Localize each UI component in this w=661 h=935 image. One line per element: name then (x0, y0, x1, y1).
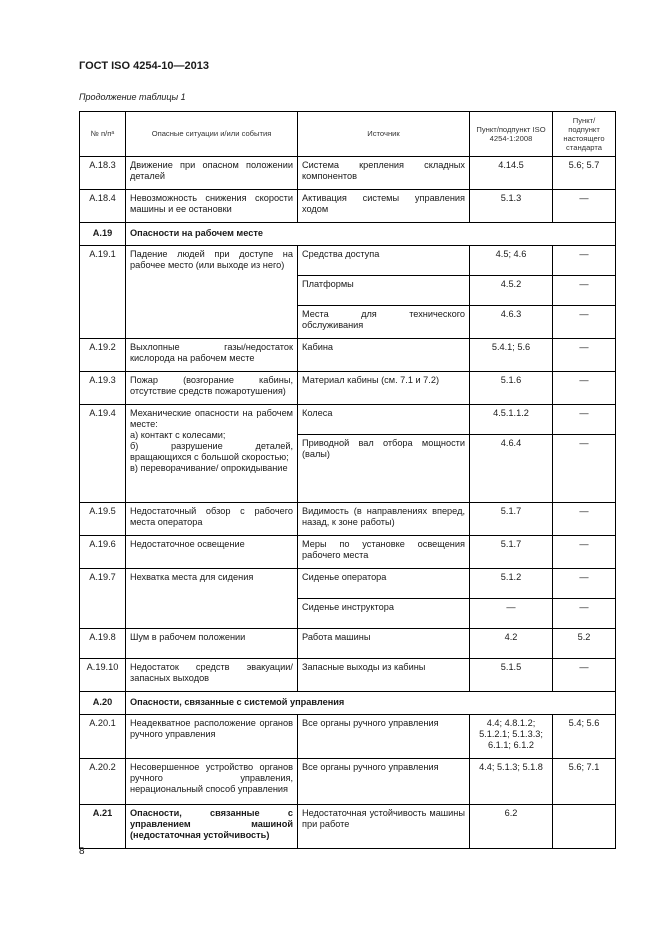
row-standard-clause: 5.6; 7.1 (553, 759, 616, 805)
row-number: A.19.7 (80, 569, 126, 629)
row-source: Видимость (в направлениях вперед, назад, к зоне работы) (298, 503, 470, 536)
col-header-number: № п/пᵃ (80, 112, 126, 157)
row-iso-clause: 5.1.2 (470, 569, 553, 599)
row-situation: Пожар (возгорание кабины, отсутствие средств пожаротушения) (126, 372, 298, 405)
row-number: A.19.4 (80, 405, 126, 503)
row-situation: Недостаточный обзор с рабочего места оператора (126, 503, 298, 536)
row-iso-clause: — (470, 599, 553, 629)
row-source: Запасные выходы из кабины (298, 659, 470, 692)
page-number: 8 (79, 846, 85, 857)
row-iso-clause: 4.4; 4.8.1.2; 5.1.2.1; 5.1.3.3; 6.1.1; 6.1.2 (470, 715, 553, 759)
table-header-row (80, 112, 616, 157)
row-iso-clause: 5.1.3 (470, 190, 553, 223)
table-continuation-label: Продолжение таблицы 1 (79, 92, 186, 102)
row-situation: Неадекватное расположение органов ручного управления (126, 715, 298, 759)
row-situation: Опасности, связанные с управлением машиной (недостаточная устойчивость) (126, 805, 298, 849)
row-number: A.19.6 (80, 536, 126, 569)
row-iso-clause: 4.14.5 (470, 157, 553, 190)
row-standard-clause (553, 805, 616, 849)
row-number: A.18.4 (80, 190, 126, 223)
row-iso-clause: 4.5.1.1.2 (470, 405, 553, 435)
row-iso-clause: 4.4; 5.1.3; 5.1.8 (470, 759, 553, 805)
row-iso-clause: 4.2 (470, 629, 553, 659)
col-header-standard-clause: Пункт/ подпункт настоящего стандарта (553, 112, 616, 157)
row-standard-clause: — (553, 405, 616, 435)
row-standard-clause: — (553, 503, 616, 536)
table-row (80, 759, 616, 805)
row-source: Сиденье оператора (298, 569, 470, 599)
row-source: Сиденье инструктора (298, 599, 470, 629)
table-row (80, 569, 616, 599)
table-row (80, 405, 616, 435)
situation-item-c: в) переворачивание/ опрокидывание (130, 463, 288, 474)
row-situation: Несовершенное устройство органов ручного управления, нерациональный способ управления (126, 759, 298, 805)
situation-intro: Механические опасности на рабочем месте: (130, 408, 293, 430)
row-source: Система крепления складных компонентов (298, 157, 470, 190)
row-standard-clause: — (553, 659, 616, 692)
section-number: A.20 (80, 692, 126, 715)
row-source: Меры по установке освещения рабочего места (298, 536, 470, 569)
row-iso-clause: 4.6.3 (470, 306, 553, 339)
row-situation: Невозможность снижения скорости машины и ее остановки (126, 190, 298, 223)
section-row (80, 692, 616, 715)
section-title: Опасности, связанные с системой управления (126, 692, 616, 715)
table-row (80, 372, 616, 405)
row-standard-clause: — (553, 435, 616, 503)
row-situation: Недостаточное освещение (126, 536, 298, 569)
row-situation: Падение людей при доступе на рабочее место (или выходе из него) (126, 246, 298, 339)
table-row (80, 190, 616, 223)
row-number: A.18.3 (80, 157, 126, 190)
row-number: A.19.3 (80, 372, 126, 405)
situation-item-a: а) контакт с колесами; (130, 430, 226, 441)
row-source: Активация системы управления ходом (298, 190, 470, 223)
row-source: Все органы ручного управления (298, 759, 470, 805)
row-standard-clause: — (553, 599, 616, 629)
row-iso-clause: 5.1.5 (470, 659, 553, 692)
table-row (80, 536, 616, 569)
row-number: A.19.10 (80, 659, 126, 692)
row-iso-clause: 4.5; 4.6 (470, 246, 553, 276)
row-iso-clause: 4.6.4 (470, 435, 553, 503)
row-situation: Выхлопные газы/недостаток кислорода на рабочем месте (126, 339, 298, 372)
row-standard-clause: 5.6; 5.7 (553, 157, 616, 190)
row-iso-clause: 6.2 (470, 805, 553, 849)
row-standard-clause: — (553, 372, 616, 405)
row-standard-clause: 5.4; 5.6 (553, 715, 616, 759)
row-number: A.19.1 (80, 246, 126, 339)
row-iso-clause: 5.4.1; 5.6 (470, 339, 553, 372)
row-source: Работа машины (298, 629, 470, 659)
row-standard-clause: — (553, 339, 616, 372)
table-row (80, 157, 616, 190)
row-standard-clause: — (553, 246, 616, 276)
row-number: A.21 (80, 805, 126, 849)
row-iso-clause: 5.1.7 (470, 503, 553, 536)
section-row (80, 223, 616, 246)
row-number: A.19.5 (80, 503, 126, 536)
table-row (80, 503, 616, 536)
col-header-iso-clause: Пункт/подпункт ISO 4254-1:2008 (470, 112, 553, 157)
table-row (80, 246, 616, 276)
row-standard-clause: — (553, 190, 616, 223)
table-row (80, 629, 616, 659)
situation-item-b: б) разрушение деталей, вращающихся с большой скоростью; (130, 441, 293, 463)
row-number: A.20.2 (80, 759, 126, 805)
table-row (80, 339, 616, 372)
row-source: Колеса (298, 405, 470, 435)
row-source: Материал кабины (см. 7.1 и 7.2) (298, 372, 470, 405)
row-iso-clause: 5.1.6 (470, 372, 553, 405)
row-source: Все органы ручного управления (298, 715, 470, 759)
row-standard-clause: 5.2 (553, 629, 616, 659)
row-standard-clause: — (553, 276, 616, 306)
row-iso-clause: 5.1.7 (470, 536, 553, 569)
row-situation: Движение при опасном положении деталей (126, 157, 298, 190)
table-row (80, 659, 616, 692)
row-situation: Недостаток средств эвакуации/ запасных выходов (126, 659, 298, 692)
document-title: ГОСТ ISO 4254-10—2013 (79, 60, 209, 72)
row-number: A.19.8 (80, 629, 126, 659)
row-number: A.20.1 (80, 715, 126, 759)
row-source: Недостаточная устойчивость машины при работе (298, 805, 470, 849)
row-source: Платформы (298, 276, 470, 306)
row-number: A.19.2 (80, 339, 126, 372)
row-standard-clause: — (553, 306, 616, 339)
col-header-source: Источник (298, 112, 470, 157)
section-number: A.19 (80, 223, 126, 246)
row-standard-clause: — (553, 569, 616, 599)
row-source: Места для технического обслуживания (298, 306, 470, 339)
table-row (80, 715, 616, 759)
table-row (80, 805, 616, 849)
row-source: Средства доступа (298, 246, 470, 276)
row-standard-clause: — (553, 536, 616, 569)
hazards-table (79, 111, 616, 849)
row-iso-clause: 4.5.2 (470, 276, 553, 306)
row-source: Кабина (298, 339, 470, 372)
col-header-situation: Опасные ситуации и/или события (126, 112, 298, 157)
row-source: Приводной вал отбора мощности (валы) (298, 435, 470, 503)
row-situation (126, 405, 298, 503)
row-situation: Шум в рабочем положении (126, 629, 298, 659)
section-title: Опасности на рабочем месте (126, 223, 616, 246)
row-situation: Нехватка места для сидения (126, 569, 298, 629)
